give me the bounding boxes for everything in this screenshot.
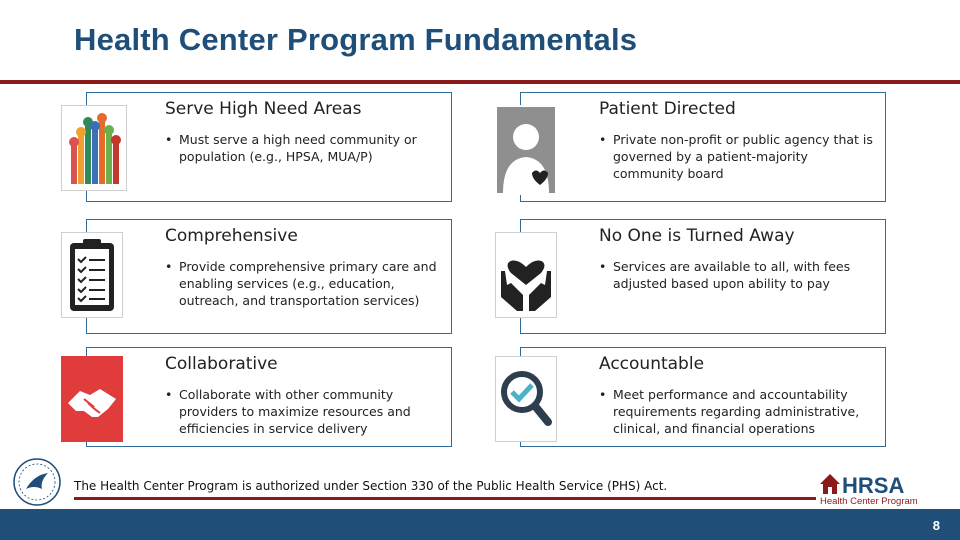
card-bullet-text: Must serve a high need community or population (e.g., HPSA, MUA/P): [179, 132, 417, 164]
card-heading: Collaborative: [165, 354, 278, 374]
card-patient-directed: [520, 92, 886, 202]
raised-hands-icon: [61, 105, 127, 191]
card-heading: Serve High Need Areas: [165, 99, 362, 119]
card-heading: Comprehensive: [165, 226, 298, 246]
title-divider: [0, 80, 960, 84]
footer-note: The Health Center Program is authorized under Section 330 of the Public Health Service (PHS) Act.: [74, 479, 668, 493]
card-bullet: • Services are available to all, with fees adjusted based upon ability to pay: [599, 259, 851, 291]
hrsa-logo-subtext: Health Center Program: [820, 496, 918, 506]
card-heading: Accountable: [599, 354, 705, 374]
card-bullet-text: Meet performance and accountability requirements regarding administrative, clinical, and financial operations: [613, 387, 860, 436]
card-accountable: [520, 347, 886, 447]
card-bullet: • Must serve a high need community or population (e.g., HPSA, MUA/P): [165, 132, 417, 164]
hands-heart-icon: [495, 232, 557, 318]
card-no-one-turned-away: [520, 219, 886, 334]
page-title: Health Center Program Fundamentals: [74, 22, 638, 57]
card-bullet: • Collaborate with other community providers to maximize resources and efficiencies in service delivery: [165, 387, 411, 436]
card-bullet: • Meet performance and accountability requirements regarding administrative, clinical, and financial operations: [599, 387, 860, 436]
handshake-icon: [61, 356, 123, 442]
hrsa-logo-text: HRSA: [842, 473, 905, 498]
hhs-seal-logo: [12, 457, 62, 507]
clipboard-checklist-icon: [61, 232, 123, 318]
card-bullet: • Private non-profit or public agency that is governed by a patient-majority community board: [599, 132, 873, 181]
card-heading: No One is Turned Away: [599, 226, 795, 246]
hrsa-logo: [818, 470, 940, 506]
card-bullet-text: Services are available to all, with fees adjusted based upon ability to pay: [613, 259, 851, 291]
person-heart-icon: [495, 105, 557, 195]
card-heading: Patient Directed: [599, 99, 736, 119]
card-comprehensive: [86, 219, 452, 334]
card-bullet-text: Provide comprehensive primary care and enabling services (e.g., education, outreach, and transportation services): [179, 259, 437, 308]
card-bullet-text: Private non-profit or public agency that is governed by a patient-majority community board: [613, 132, 873, 181]
footer-divider: [74, 497, 816, 500]
card-bullet: • Provide comprehensive primary care and enabling services (e.g., education, outreach, and transportation services): [165, 259, 437, 308]
card-serve-high-need: [86, 92, 452, 202]
footer-bar: [0, 509, 960, 540]
page-number: 8: [932, 518, 940, 533]
card-collaborative: [86, 347, 452, 447]
magnifier-check-icon: [495, 356, 557, 442]
card-bullet-text: Collaborate with other community providers to maximize resources and efficiencies in service delivery: [179, 387, 411, 436]
